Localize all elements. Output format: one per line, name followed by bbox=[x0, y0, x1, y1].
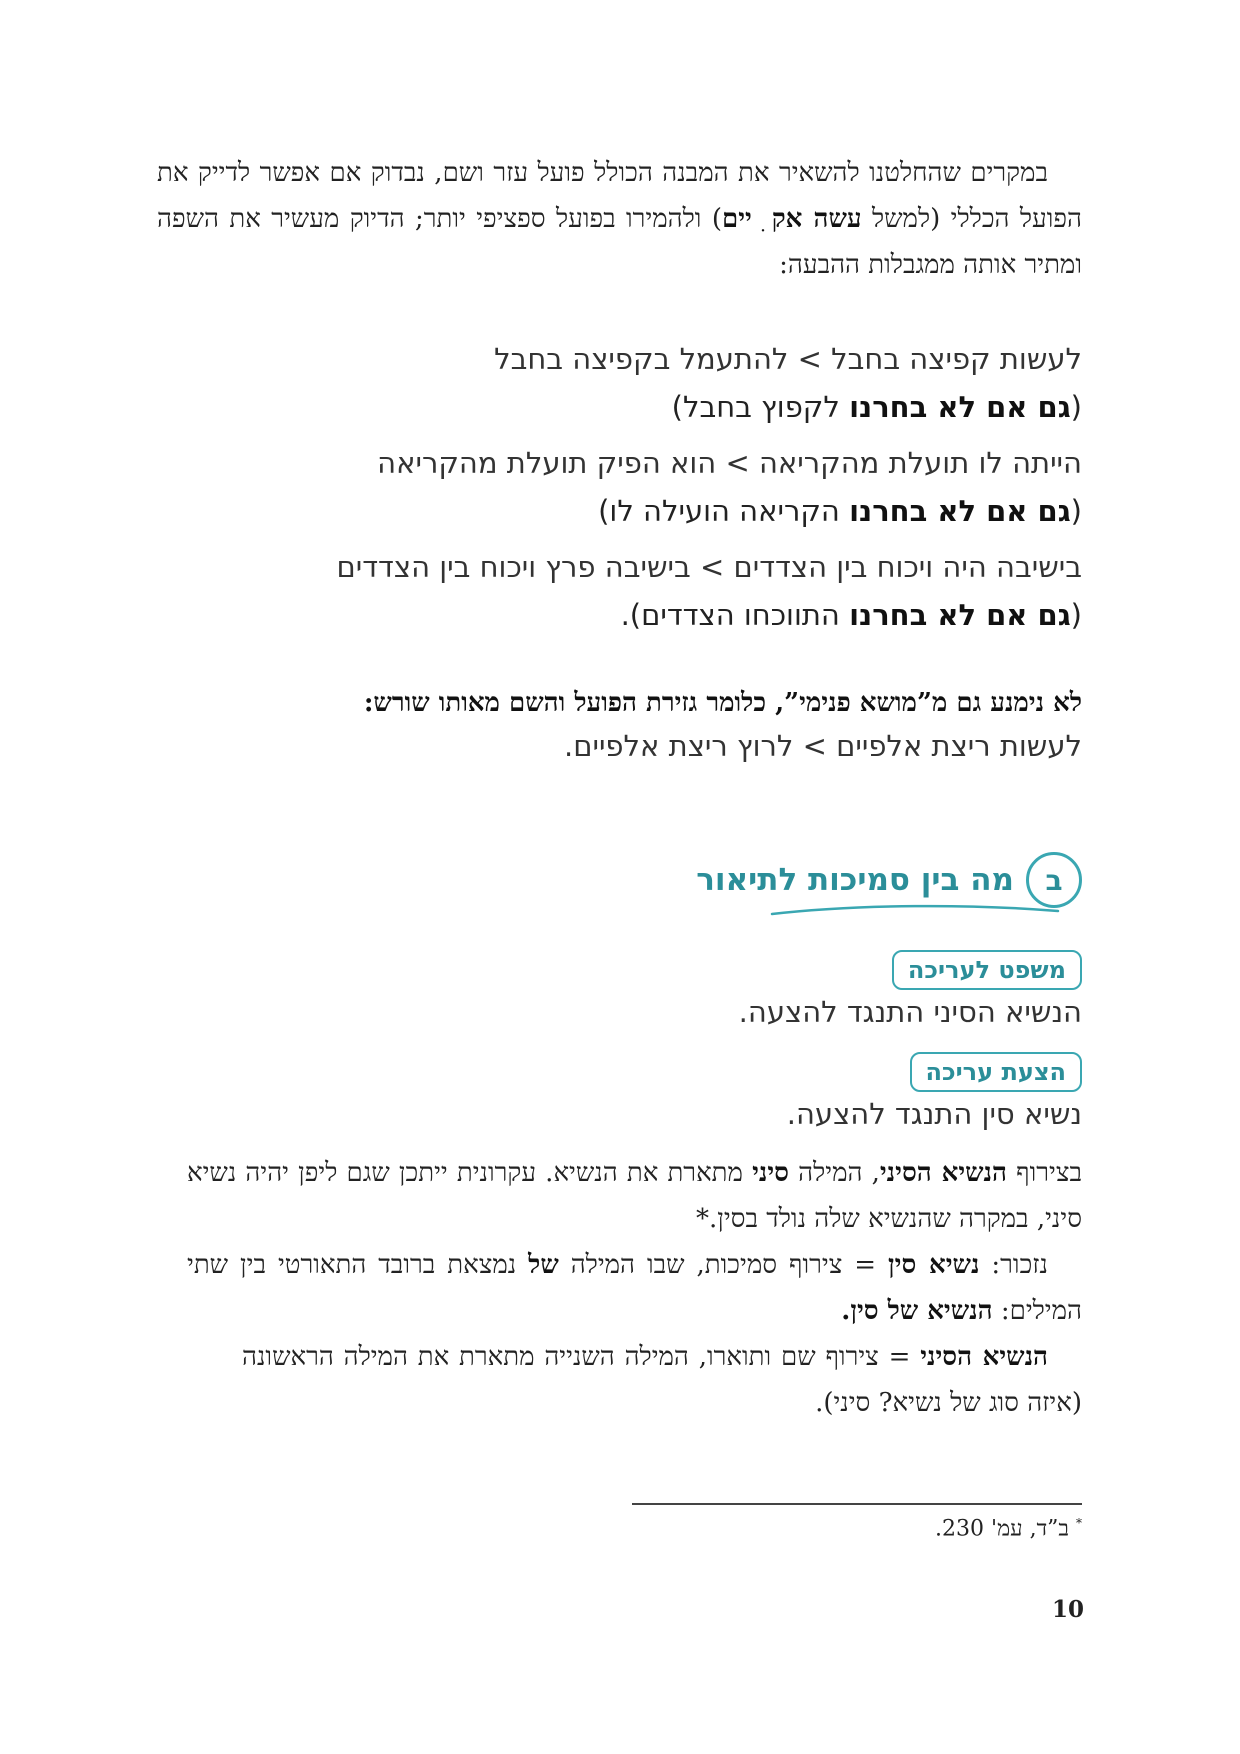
explanation-p3: הנשיא הסיני = צירוף שם ותוארו, המילה השנייה מתארת את המילה הראשונה (איזה סוג של נשיא? סיני). bbox=[242, 1342, 1082, 1418]
footnote bbox=[935, 1508, 1082, 1544]
edit-suggestion-box bbox=[157, 1052, 1082, 1134]
footnote-text: ב”ד, עמ' 230. bbox=[935, 1516, 1069, 1542]
example-line: הייתה לו תועלת מהקריאה > הוא הפיק תועלת מהקריאה bbox=[377, 446, 1082, 480]
explanation-p1: בצירוף הנשיא הסיני, המילה סיני מתארת את הנשיא. עקרונית ייתכן שגם ליפן יהיה נשיא סיני, במקרה שהנשיא שלה נולד בסין.* bbox=[187, 1158, 1082, 1234]
example-item bbox=[157, 543, 1082, 639]
footnote-divider bbox=[632, 1503, 1082, 1505]
example-note: (גם אם לא בחרנו הקריאה הועילה לו) bbox=[598, 494, 1082, 528]
edit-sentence-box bbox=[157, 950, 1082, 1032]
section-heading bbox=[696, 852, 1082, 908]
inner-object-example: לעשות ריצת אלפיים > לרוץ ריצת אלפיים. bbox=[564, 729, 1082, 763]
example-line: לעשות קפיצה בחבל > להתעמל בקפיצה בחבל bbox=[494, 342, 1082, 376]
inner-object-heading: לא נימנע גם מ”מושא פנימי”, כלומר גזירת הפועל והשם מאותו שורש: bbox=[363, 688, 1082, 718]
page-number: 10 bbox=[1051, 1596, 1084, 1623]
edit-sentence-tag: משפט לעריכה bbox=[892, 950, 1082, 990]
edit-suggestion-text: נשיא סין התנגד להצעה. bbox=[786, 1097, 1082, 1131]
intro-bold-example: עשה אק ִ יים bbox=[722, 204, 862, 234]
section-title: מה בין סמיכות לתיאור bbox=[696, 862, 1014, 898]
explanation-p2: נזכור: נשיא סין = צירוף סמיכות, שבו המילה של נמצאת ברובד התאורטי בין שתי המילים: הנשיא של סין. bbox=[187, 1250, 1082, 1326]
footnote-mark: * bbox=[1076, 1516, 1082, 1530]
explanation-block bbox=[187, 1150, 1082, 1426]
intro-text-b: ) ולהמירו בפועל ספציפי יותר; הדיוק מעשיר את השפה ומתיר אותה ממגבלות ההבעה: bbox=[157, 204, 1082, 280]
intro-paragraph bbox=[157, 150, 1082, 288]
example-line: בישיבה היה ויכוח בין הצדדים > בישיבה פרץ ויכוח בין הצדדים bbox=[336, 550, 1082, 584]
edit-suggestion-tag: הצעת עריכה bbox=[910, 1052, 1082, 1092]
example-note: (גם אם לא בחרנו התווכחו הצדדים). bbox=[620, 598, 1082, 632]
intro-text-a: במקרים שהחלטנו להשאיר את המבנה הכולל פועל עזר ושם, נבדוק אם אפשר לדייק את הפועל הכללי (למשל bbox=[157, 158, 1082, 234]
section-underline-swoosh bbox=[770, 902, 1060, 918]
section-letter-badge: ב bbox=[1026, 852, 1082, 908]
example-item bbox=[157, 335, 1082, 431]
examples-list bbox=[157, 335, 1082, 647]
example-note: (גם אם לא בחרנו לקפוץ בחבל) bbox=[671, 390, 1082, 424]
edit-sentence-text: הנשיא הסיני התנגד להצעה. bbox=[738, 995, 1082, 1029]
inner-object-paragraph bbox=[157, 680, 1082, 766]
example-item bbox=[157, 439, 1082, 535]
